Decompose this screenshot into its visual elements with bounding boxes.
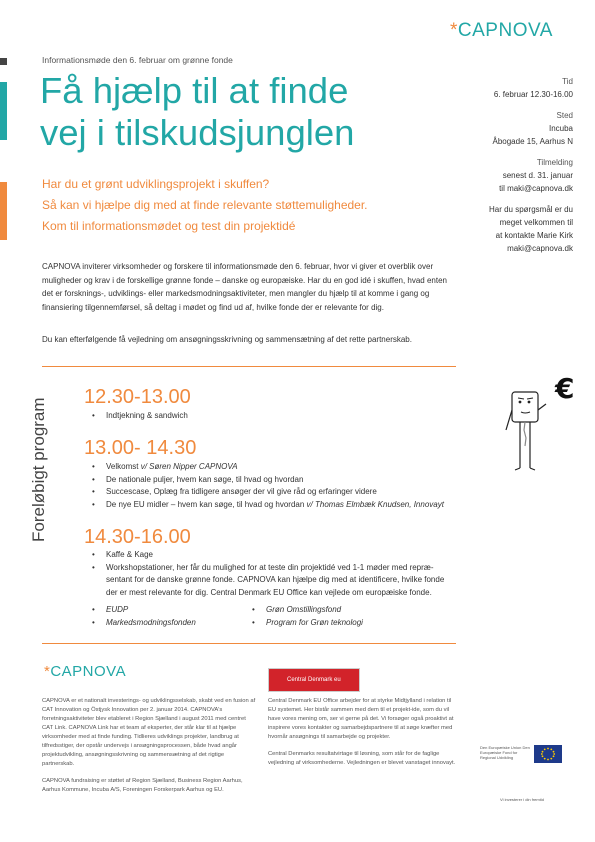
event-info-column — [453, 75, 573, 255]
lead-line-1: Har du et grønt udviklingsprojekt i skuffen? — [42, 177, 270, 191]
footer-cd-guidance: Central Denmarks resultatvirtage til løsning, som står for de faglige vejledning af virksomhederne. Vejledningen er blevet vanstaget innovayt. — [268, 751, 456, 766]
signup-email-link[interactable]: til maki@capnova.dk — [499, 184, 573, 193]
slot-time-1: 12.30-13.00 — [84, 386, 191, 408]
place-label: Sted — [556, 111, 573, 120]
logo-star: * — [44, 663, 51, 680]
welcome-text: Velkomst — [106, 462, 141, 471]
eu-flag-icon — [534, 745, 562, 763]
eu-logo-block — [480, 743, 580, 803]
slot-time-2: 13.00- 14.30 — [84, 437, 197, 459]
list-item: • Kaffe & Kage — [92, 549, 462, 562]
eu-funds-text: De nye EU midler – hvem kan søge, til hvad og hvordan — [106, 499, 307, 509]
eu-caption: Vi investerer i din fremtid — [500, 797, 544, 802]
capnova-footer-logo — [44, 663, 126, 680]
lead-line-2: Så kan vi hjælpe dig med at finde relevante støttemuligheder. — [42, 198, 368, 212]
event-date-line: Informationsmøde den 6. februar om grønne fonde — [42, 55, 233, 65]
central-denmark-name: Central Denmark eu — [283, 669, 359, 691]
list-item-continued: sentant for de danske grønne fonde. CAPNOVA kan hjælpe dig med at identificere, hvilke fonde — [106, 575, 445, 584]
central-denmark-mark — [269, 669, 283, 691]
contact-email-link[interactable]: maki@capnova.dk — [507, 244, 573, 253]
list-item: • Indtjekning & sandwich — [92, 410, 462, 423]
contact-line-3: at kontakte Marie Kirk — [495, 231, 573, 240]
signup-line-1: senest d. 31. januar — [502, 171, 573, 180]
place-line-1: Incuba — [548, 124, 573, 133]
slot-list-1 — [92, 410, 462, 423]
stick-figure-illustration — [500, 370, 580, 475]
footer-central-denmark-text — [268, 697, 458, 768]
footer-capnova-about: CAPNOVA er et nationalt investerings- og udviklingsselskab, skabt ved en fusion af CAT Innovation og Östjysk Innovation per 2. januar 2014. CAPNOVA's forretningsaktiviteter blev etableret i Region Sjælland i august 2011 med centret CAT Link. CAPNOVA Link har et team af eksperter, der står klar til at hjælpe virksomheder med at finde funding. Tidlieres udviklings projekter, landbrug at tilfredsstiger, der opstår undervejs i ansøgningsprocessen, både hvad angår projektudvikling, ansøgningsskrivning og sammensætning af det rigtige partnerskab. — [42, 698, 256, 767]
divider-bottom — [42, 643, 456, 644]
fund-item: • Program for Grøn teknologi — [252, 617, 422, 630]
edge-mark-dark — [0, 58, 7, 65]
divider-top — [42, 366, 456, 367]
contact-line-1: Har du spørgsmål er du — [488, 205, 573, 214]
slot-list-3 — [92, 549, 462, 599]
headline-line-2: vej i tilskudsjunglen — [40, 112, 355, 153]
time-label: Tid — [562, 77, 573, 86]
signup-label: Tilmelding — [536, 158, 573, 167]
program-title: Foreløbigt program — [29, 397, 48, 542]
capnova-logo — [450, 20, 553, 42]
guidance-paragraph: Du kan efterfølgende få vejledning om ansøgningsskrivning og sammensætning af det rette partnerskab. — [42, 335, 412, 344]
contact-line-2: meget velkommen til — [499, 218, 573, 227]
logo-text: CAPNOVA — [457, 20, 553, 41]
place-line-2: Åbogade 15, Aarhus N — [492, 137, 573, 146]
list-item-continued: der er mest relevante for dig. Central Denmark EU Office kan vejlede om europæiske fonde. — [106, 587, 432, 597]
logo-text: CAPNOVA — [50, 663, 127, 680]
fund-item: • EUDP — [92, 604, 252, 617]
edge-mark-orange — [0, 182, 7, 240]
footer-capnova-text — [42, 697, 257, 795]
list-item: • Succescase, Oplæg fra tidligere ansøger der vil give råd og erfaringer videre — [92, 486, 462, 499]
eu-logo-text: Den Europæiske Union Den Europæiske Fond for Regional Udvikling — [480, 745, 530, 760]
eu-funds-speaker: v/ Thomas Elmbæk Knudsen, Innovayt — [306, 499, 444, 509]
central-denmark-logo — [268, 668, 360, 692]
edge-mark-teal — [0, 82, 7, 140]
footer-capnova-support: CAPNOVA fundraising er støttet af Region Sjælland, Business Region Aarhus, Aarhus Kommune, Incuba A/S, Foreningen Forskerpark Aarhus og EU. — [42, 778, 243, 793]
slot-time-3: 14.30-16.00 — [84, 526, 191, 548]
intro-paragraph: CAPNOVA inviterer virksomheder og forskere til informationsmøde den 6. februar, hvor vi giver et overblik over muligheder og krav i de forskellige grønne fonde – danske og europæiske. Har du en god idé i skuffen, hvad enten det er forsknings-, udviklings- eller markedsmodningsaktiviteter, men mangler du hjælp til at komme i gang og finansiering tilgennemførsel, så deltag i mødet og find ud af, hvilke fonde der er relevante for dig. — [42, 262, 447, 312]
logo-star: * — [450, 20, 458, 41]
list-item: • Workshopstationer, her får du mulighed for at teste din projektidé ved 1-1 møder med repræ- — [92, 562, 462, 575]
lead-line-3: Kom til informationsmødet og test din projektidé — [42, 219, 296, 233]
headline — [40, 70, 460, 154]
footer-cd-about: Central Denmark EU Office arbejder for at styrke Midtjylland i relation til EU systemet. Her bistår sammen med dem til et projekt-ide, som du vil have vores mening om, ser vi gerne på det. Vi forsøger også proaktivt at inspirere vores kontakter og samarbejdspartnere til at søge kræfter med hvornår ansøgnings til samarbejde og projekter. — [268, 698, 454, 740]
welcome-speaker: v/ Søren Nipper CAPNOVA — [140, 462, 238, 471]
list-item — [92, 461, 462, 474]
slot-list-2 — [92, 461, 462, 511]
fund-item: • Grøn Omstillingsfond — [252, 604, 422, 617]
headline-line-1: Få hjælp til at finde — [40, 70, 349, 111]
fund-item: • Markedsmodningsfonden — [92, 617, 252, 630]
list-item — [92, 499, 462, 512]
list-item: • De nationale puljer, hvem kan søge, til hvad og hvordan — [92, 474, 462, 487]
time-value: 6. februar 12.30-16.00 — [493, 90, 573, 99]
lead-text — [42, 174, 462, 237]
euro-icon: € — [555, 372, 575, 405]
funds-list — [92, 604, 422, 629]
